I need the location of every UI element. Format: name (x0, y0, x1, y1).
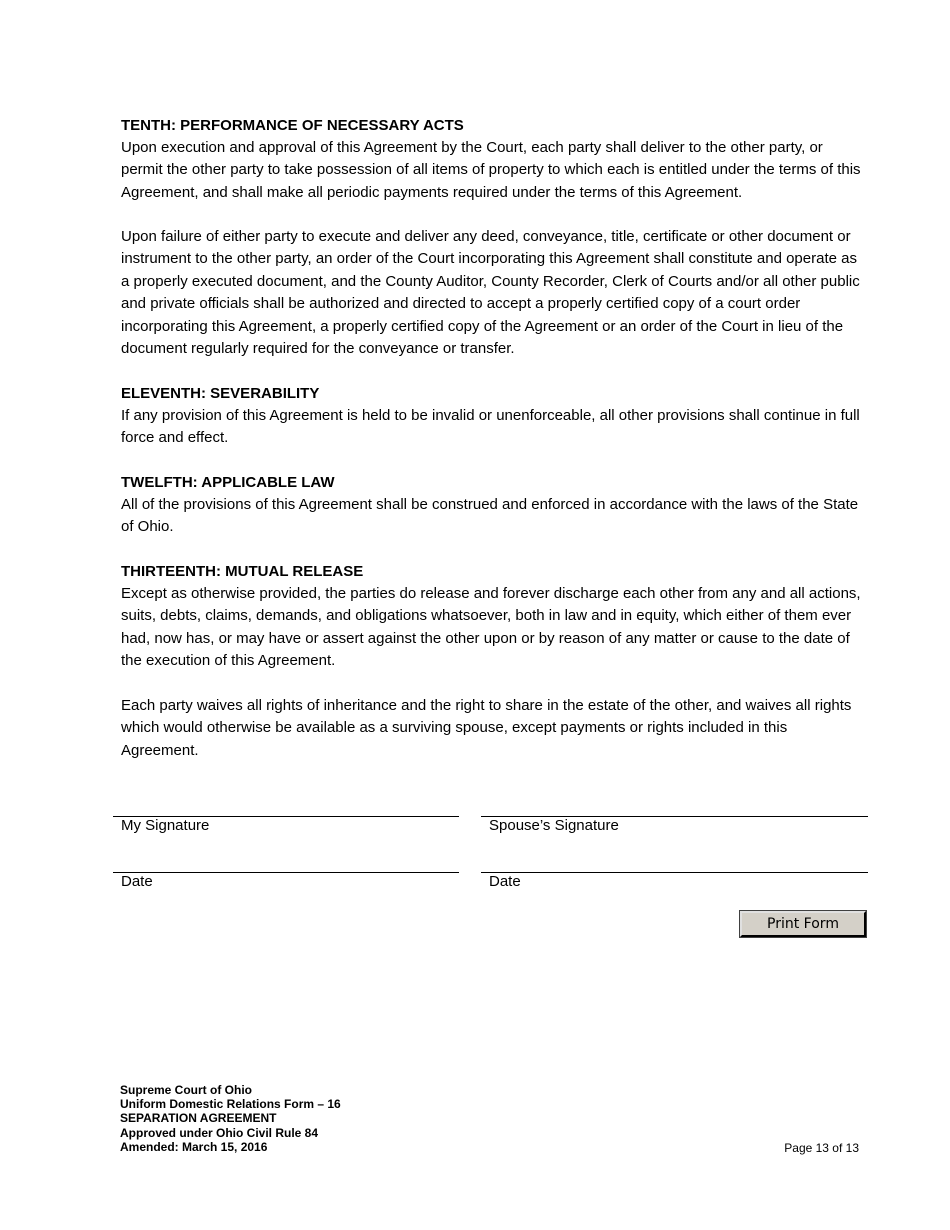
footer-amended-date: Amended: March 15, 2016 (120, 1139, 268, 1154)
section-paragraph: If any provision of this Agreement is held to be invalid or unenforceable, all other provisions shall continue in full force and effect. (121, 407, 860, 447)
form-footer (120, 1083, 341, 1154)
section-heading: THIRTEENTH: MUTUAL RELEASE (121, 563, 364, 580)
my-signature-label: My Signature (121, 817, 210, 834)
footer-form-number: Uniform Domestic Relations Form – 16 (120, 1097, 341, 1112)
footer-form-title: SEPARATION AGREEMENT (120, 1111, 277, 1126)
my-date-line[interactable] (113, 872, 459, 873)
spouse-signature-label: Spouse’s Signature (489, 817, 619, 834)
section-paragraph: All of the provisions of this Agreement shall be construed and enforced in accordance with the laws of the State of Ohio. (121, 496, 859, 536)
footer-court: Supreme Court of Ohio (120, 1083, 252, 1097)
section-eleventh (121, 383, 861, 450)
section-paragraph: Upon failure of either party to execute and deliver any deed, conveyance, title, certificate or other document or instrument to the other party, an order of the Court incorporating this Agreement shall constitute and operate as a properly executed document, and the County Auditor, County Recorder, Clerk of Courts and/or all other public and private officials shall be authorized and directed to accept a properly certified copy of a court order incorporating this Agreement, a properly certified copy of the Agreement or an order of the Court in lieu of the document regularly required for the conveyance or transfer. (121, 228, 860, 358)
my-date-label: Date (121, 873, 153, 890)
page-number: Page 13 of 13 (784, 1141, 859, 1155)
section-paragraph: Upon execution and approval of this Agreement by the Court, each party shall deliver to the other party, or permit the other party to take possession of all items of property to which each is entitled under the terms of this Agreement, and shall make all periodic payments required under the terms of this Agreement. (121, 139, 861, 201)
section-heading: TENTH: PERFORMANCE OF NECESSARY ACTS (121, 117, 464, 134)
section-tenth (121, 115, 861, 204)
section-thirteenth (121, 561, 861, 673)
section-heading: ELEVENTH: SEVERABILITY (121, 385, 320, 402)
section-paragraph: Except as otherwise provided, the parties do release and forever discharge each other from any and all actions, suits, debts, claims, demands, and obligations whatsoever, both in law and in equity, which either of them ever had, now has, or may have or assert against the other upon or by reason of any matter or cause to the date of the execution of this Agreement. (121, 585, 861, 670)
section-heading: TWELFTH: APPLICABLE LAW (121, 474, 335, 491)
section-tenth-continued (121, 226, 861, 360)
spouse-date-line[interactable] (481, 872, 868, 873)
spouse-date-label: Date (489, 873, 521, 890)
section-paragraph: Each party waives all rights of inheritance and the right to share in the estate of the other, and waives all rights which would otherwise be available as a surviving spouse, except payments or rights included in this Agreement. (121, 697, 852, 759)
print-form-button[interactable]: Print Form (740, 911, 866, 937)
footer-approval: Approved under Ohio Civil Rule 84 (120, 1125, 319, 1140)
section-twelfth (121, 472, 861, 539)
section-thirteenth-continued (121, 695, 861, 762)
